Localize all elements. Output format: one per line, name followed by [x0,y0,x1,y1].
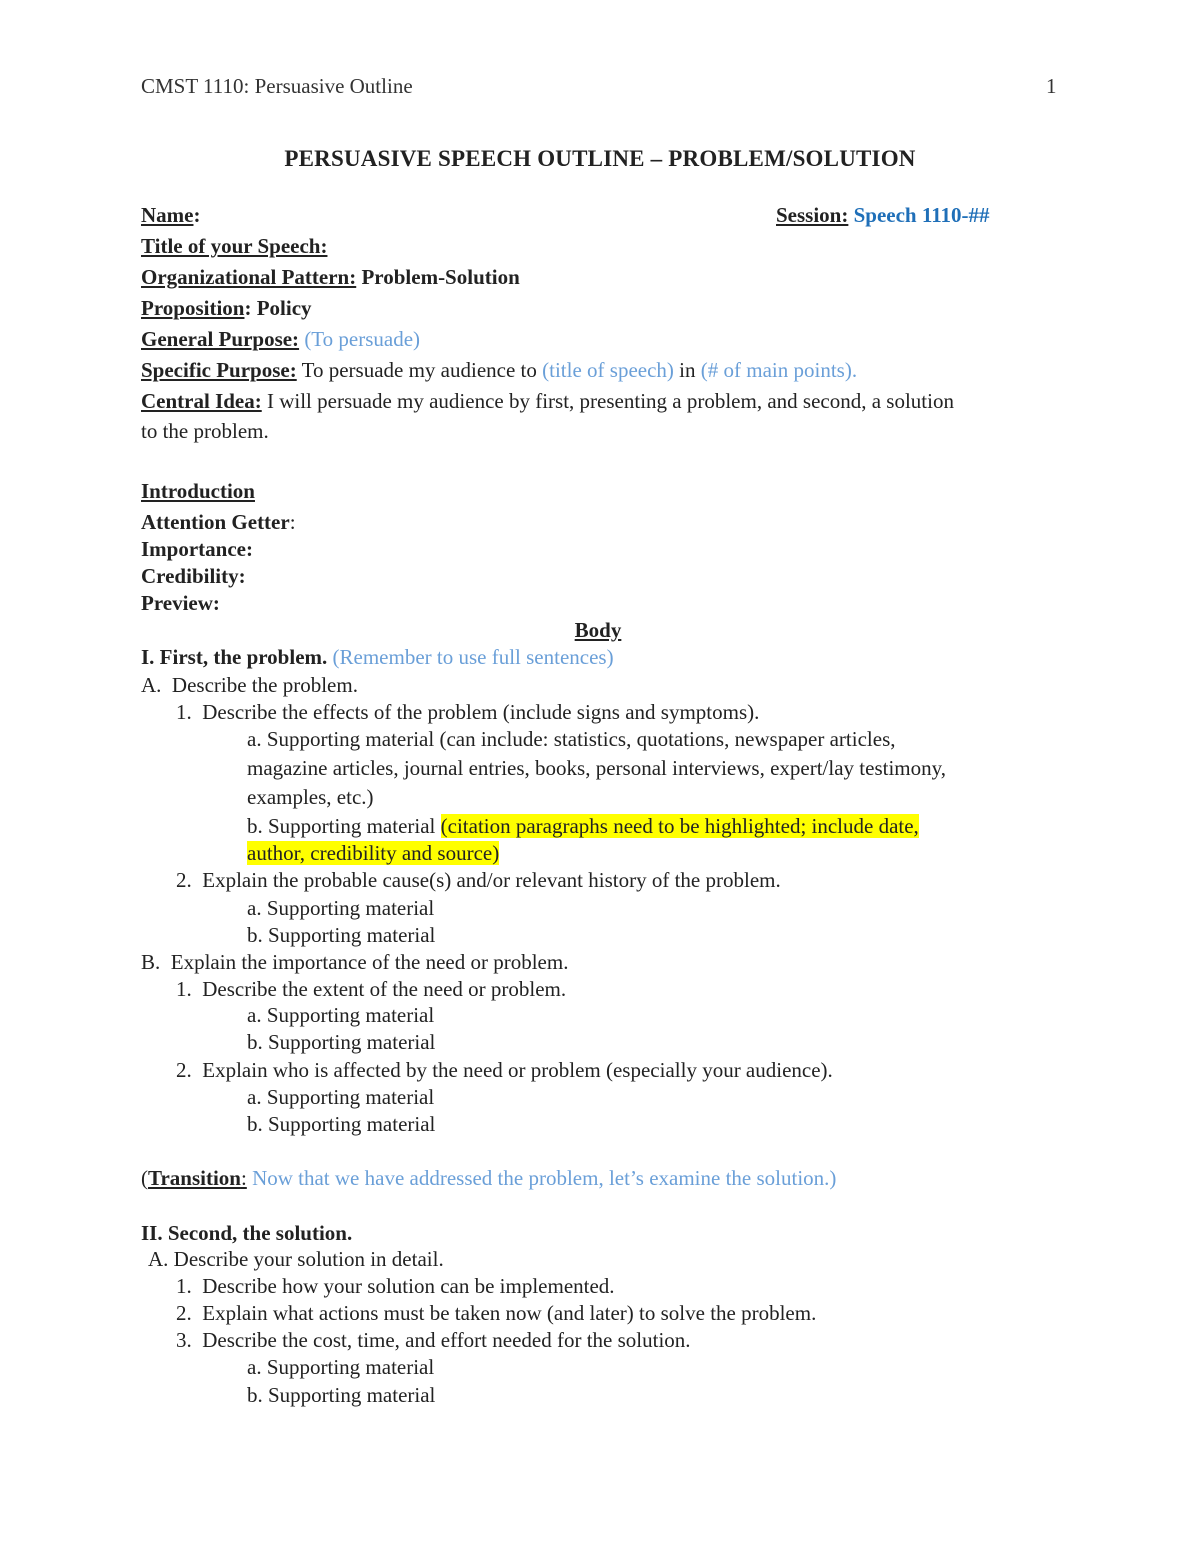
citation-highlight-2: author, credibility and source) [247,841,500,865]
support-B1b: b. Supporting material [247,1030,436,1054]
central-idea-field [141,391,954,412]
subpoint-B1-text: Describe the extent of the need or problem. [202,977,567,1001]
subpoint-B-text: Explain the importance of the need or problem. [170,950,569,974]
support-IIA3a: a. Supporting material [247,1355,435,1379]
solution-A2: 2. Explain what actions must be taken now (and later) to solve the problem. [176,1301,817,1325]
solution-A1: 1. Describe how your solution can be implemented. [176,1274,615,1298]
org-pattern-field [141,267,520,288]
support-A1b-label: b. Supporting material [247,814,436,838]
proposition-label: Proposition [141,296,245,320]
session-value: Speech 1110-## [853,203,990,227]
solution-A3-text: Describe the cost, time, and effort needed for the solution. [202,1328,691,1352]
session-label: Session: [776,203,849,227]
subpoint-B1: 1. Describe the extent of the need or problem. [176,977,567,1001]
subpoint-A-text: Describe the problem. [171,673,358,697]
general-purpose-field [141,329,420,350]
name-field: Name: [141,203,201,227]
transition: (Transition: Now that we have addressed the problem, let’s examine the solution.) [141,1166,837,1190]
solution-A3: 3. Describe the cost, time, and effort needed for the solution. [176,1328,691,1352]
subpoint-A2-text: Explain the probable cause(s) and/or relevant history of the problem. [202,868,781,892]
subpoint-B2: 2. Explain who is affected by the need or problem (especially your audience). [176,1058,833,1082]
specific-purpose-placeholder-points: (# of main points). [700,358,858,382]
solution-A2-text: Explain what actions must be taken now (and later) to solve the problem. [202,1301,817,1325]
support-A2b: b. Supporting material [247,923,436,947]
org-pattern-label: Organizational Pattern: [141,265,357,289]
preview-label: Preview: [141,591,220,615]
document-title: PERSUASIVE SPEECH OUTLINE – PROBLEM/SOLUTION [284,146,916,171]
transition-label: Transition [148,1166,241,1190]
central-idea-text: I will persuade my audience by first, presenting a problem, and second, a solution [266,389,954,413]
speech-title-label: Title of your Speech: [141,234,328,258]
attention-getter-field: Attention Getter: [141,510,296,534]
main-point-2-label: II. Second, the solution. [141,1221,353,1245]
specific-purpose-in: in [679,358,696,382]
support-A1a-line1: a. Supporting material (can include: statistics, quotations, newspaper articles, [247,727,896,751]
support-B1a: a. Supporting material [247,1003,435,1027]
main-point-1-note: (Remember to use full sentences) [332,645,614,669]
proposition-value: Policy [256,296,312,320]
central-idea-label: Central Idea: [141,389,262,413]
page-number: 1 [1046,74,1057,98]
support-B2b: b. Supporting material [247,1112,436,1136]
solution-A: A. Describe your solution in detail. [148,1247,444,1271]
subpoint-A2: 2. Explain the probable cause(s) and/or relevant history of the problem. [176,868,781,892]
support-A1a-line3: examples, etc.) [247,785,374,809]
org-pattern-value: Problem-Solution [361,265,520,289]
general-purpose-label: General Purpose: [141,327,300,351]
support-B2a: a. Supporting material [247,1085,435,1109]
support-A1b-line1 [247,816,919,837]
specific-purpose-field [141,360,857,381]
introduction-heading: Introduction [141,479,255,503]
support-A2a: a. Supporting material [247,896,435,920]
session-field [776,205,990,226]
support-A1b-line2 [247,843,499,864]
subpoint-A1-text: Describe the effects of the problem (include signs and symptoms). [202,700,760,724]
header-title: CMST 1110: Persuasive Outline [141,74,413,98]
support-IIA3b: b. Supporting material [247,1383,436,1407]
main-point-1 [141,647,614,668]
name-label: Name [141,203,194,227]
general-purpose-value: (To persuade) [304,327,421,351]
attention-getter-label: Attention Getter [141,510,290,534]
solution-A1-text: Describe how your solution can be implemented. [202,1274,615,1298]
specific-purpose-text: To persuade my audience to [301,358,537,382]
transition-text: Now that we have addressed the problem, let’s examine the solution.) [252,1166,837,1190]
subpoint-B2-text: Explain who is affected by the need or problem (especially your audience). [202,1058,833,1082]
subpoint-A: A. Describe the problem. [141,673,358,697]
subpoint-A1: 1. Describe the effects of the problem (include signs and symptoms). [176,700,760,724]
citation-highlight-1: (citation paragraphs need to be highlighted; include date, [440,814,919,838]
specific-purpose-placeholder-title: (title of speech) [542,358,674,382]
main-point-1-label: I. First, the problem. [141,645,328,669]
body-heading: Body [574,618,622,642]
support-A1a-line2: magazine articles, journal entries, books, personal interviews, expert/lay testimony, [247,756,947,780]
subpoint-B: B. Explain the importance of the need or problem. [141,950,569,974]
importance-label: Importance: [141,537,253,561]
specific-purpose-label: Specific Purpose: [141,358,297,382]
proposition-field: Proposition: Policy [141,296,312,320]
central-idea-text-cont: to the problem. [141,419,269,443]
credibility-label: Credibility: [141,564,246,588]
